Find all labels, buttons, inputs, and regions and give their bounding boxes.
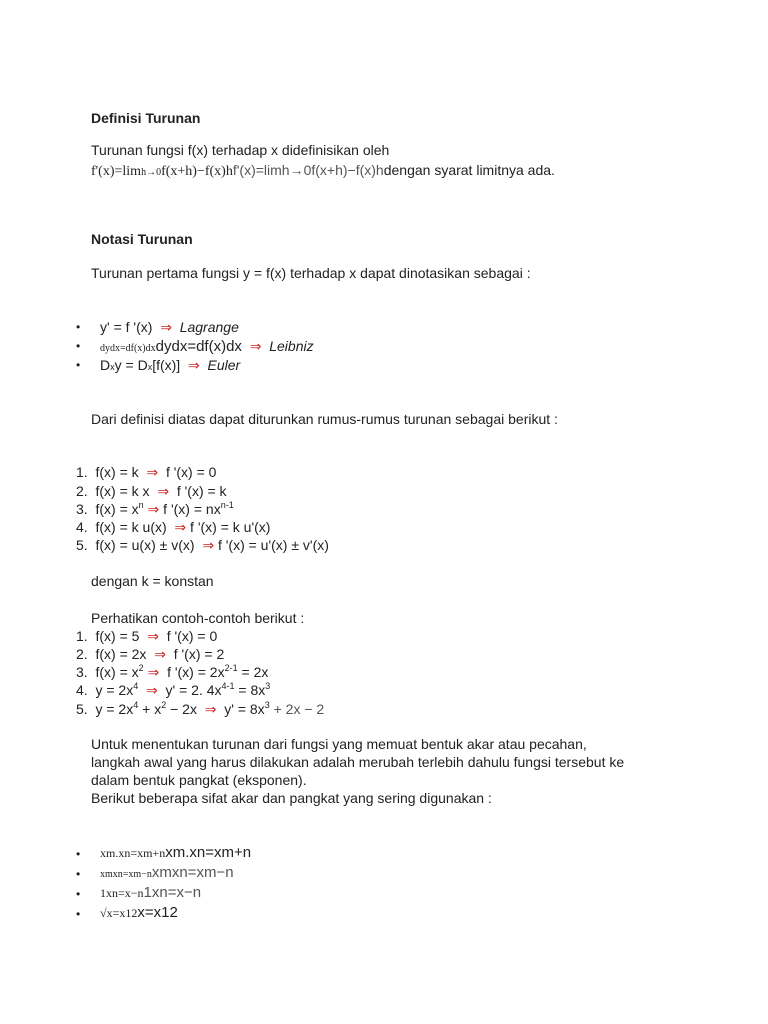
rumus-intro: Dari definisi diatas dapat diturunkan rumus-rumus turunan sebagai berikut :: [91, 411, 558, 427]
akar-paragraph-1: Untuk menentukan turunan dari fungsi yang memuat bentuk akar atau pecahan,: [91, 736, 587, 752]
contoh-item: 5. $y = 2x^4 + x^2 - 2x$ ⇒ $y' = 8x^3 + 2x - 2$: [76, 700, 325, 717]
formula-frac: f(x+h)−f(x)h: [161, 164, 233, 179]
bullet-icon: •: [76, 358, 81, 372]
arrow-icon: ⇒: [157, 483, 170, 499]
bullet-icon: •: [76, 320, 81, 334]
arrow-icon: ⇒: [147, 664, 160, 680]
arrow-icon: ⇒: [202, 537, 215, 553]
bullet-icon: •: [76, 887, 81, 901]
bullet-icon: •: [76, 339, 81, 353]
notasi-intro: Turunan pertama fungsi y = f(x) terhadap x dapat dinotasikan sebagai :: [91, 265, 531, 281]
notasi-heading: Notasi Turunan: [91, 231, 193, 247]
formula-lim: f'(x)=lim: [91, 164, 142, 179]
contoh-item: 3. $f(x) = x^2$ ⇒ f '$(x) = 2x^{2-1} = 2x$: [76, 663, 269, 680]
akar-item: xmxn=xm−nxmxn=xm−n: [100, 864, 234, 881]
contoh-intro: Perhatikan contoh-contoh berikut :: [91, 610, 305, 626]
contoh-item: 2. f(x) = 2x ⇒ f '(x) = 2: [76, 646, 225, 662]
bullet-icon: •: [76, 867, 81, 881]
definisi-heading: Definisi Turunan: [91, 110, 201, 126]
rumus-item: 1. f(x) = k ⇒ f '(x) = 0: [76, 464, 217, 480]
arrow-icon: ⇒: [154, 646, 166, 662]
arrow-icon: ⇒: [160, 319, 172, 335]
arrow-icon: ⇒: [147, 501, 160, 517]
formula-lim-sub: h→0: [141, 167, 162, 178]
akar-item: √x=x12x=x12: [100, 904, 178, 921]
arrow-icon: ⇒: [146, 464, 159, 480]
contoh-item: 4. $y = 2x^4$ ⇒ y' = 2. $4x^{4-1} = 8x^3$: [76, 681, 271, 698]
bullet-icon: •: [76, 907, 81, 921]
arrow-icon: ⇒: [174, 519, 187, 535]
notasi-item-euler: Dxy = Dx[f(x)] ⇒ Euler: [100, 357, 241, 373]
rumus-item: 5. f(x) = u(x) ± v(x) ⇒ f '(x) = u'(x) ± v'(x): [76, 537, 329, 553]
arrow-icon: ⇒: [147, 628, 159, 644]
notasi-item-leibniz: dydx=df(x)dxdydx=df(x)dx ⇒ Leibniz: [100, 338, 314, 355]
arrow-icon: ⇒: [204, 701, 217, 717]
definisi-intro: Turunan fungsi f(x) terhadap x didefinisikan oleh: [91, 142, 390, 158]
definisi-formula: [91, 161, 555, 182]
rumus-item: 4. f(x) = k u(x) ⇒ f '(x) = k u'(x): [76, 519, 271, 535]
formula-plain: f'(x)=limh→0f(x+h)−f(x)h: [232, 162, 384, 178]
rumus-item: 3. $f(x) = x^n$ ⇒ f '$(x) = nx^{n-1}$: [76, 500, 234, 517]
bullet-icon: •: [76, 847, 81, 861]
rumus-item: 2. f(x) = k x ⇒ f '(x) = k: [76, 483, 227, 499]
akar-paragraph-2: langkah awal yang harus dilakukan adalah merubah terlebih dahulu fungsi tersebut ke: [91, 754, 625, 770]
arrow-icon: ⇒: [249, 338, 262, 354]
notasi-item-lagrange: y' = f '(x) ⇒ Lagrange: [100, 319, 239, 335]
akar-item: 1xn=x−n1xn=x−n: [100, 884, 202, 901]
konstan-note: dengan k = konstan: [91, 573, 214, 589]
akar-paragraph-3: dalam bentuk pangkat (eksponen).: [91, 772, 307, 788]
akar-item: xm.xn=xm+nxm.xn=xm+n: [100, 844, 252, 861]
akar-paragraph-4: Berikut beberapa sifat akar dan pangkat yang sering digunakan :: [91, 790, 492, 806]
contoh-item: 1. f(x) = 5 ⇒ f '(x) = 0: [76, 628, 218, 644]
formula-tail: dengan syarat limitnya ada.: [383, 162, 555, 178]
arrow-icon: ⇒: [146, 682, 158, 698]
arrow-icon: ⇒: [187, 357, 200, 373]
